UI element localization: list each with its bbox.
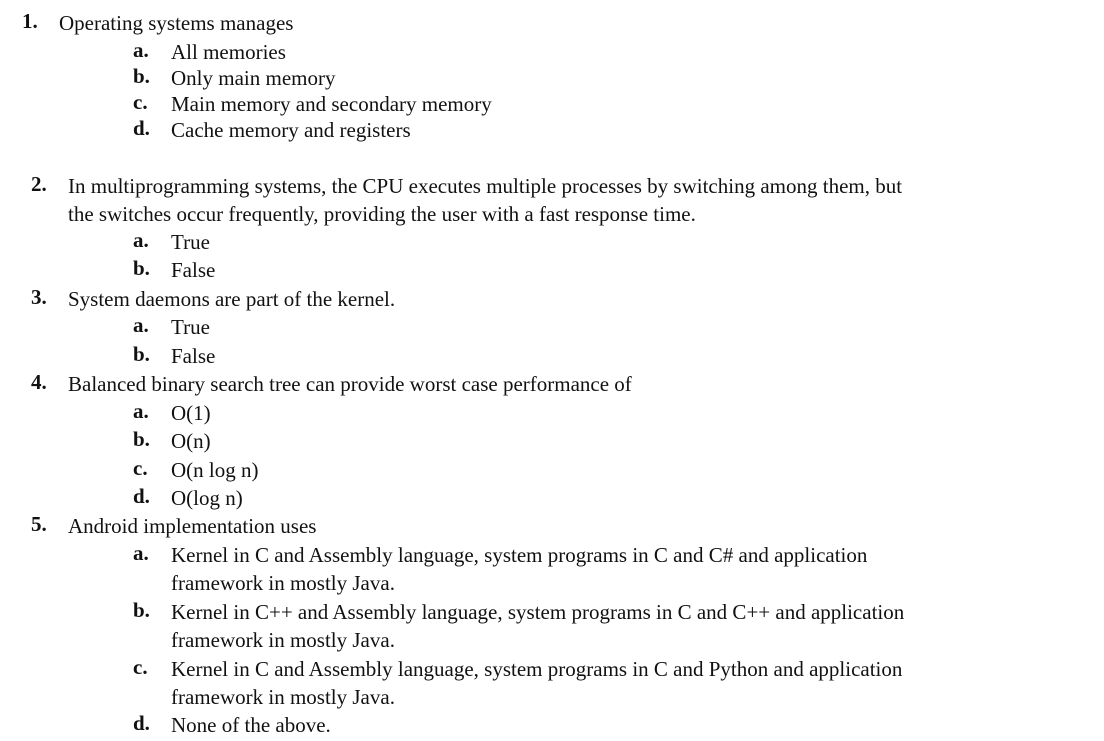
option-text: None of the above.	[171, 713, 331, 737]
option-text: Main memory and secondary memory	[171, 92, 492, 116]
option-text: False	[171, 344, 216, 368]
option-label: c.	[133, 655, 148, 679]
option-label: a.	[133, 38, 149, 62]
option-label: c.	[133, 456, 148, 480]
option-text: All memories	[171, 40, 286, 64]
question-number: 2.	[31, 172, 47, 196]
option-text: O(n log n)	[171, 458, 259, 482]
option-text-line: framework in mostly Java.	[171, 628, 395, 652]
option-label: a.	[133, 399, 149, 423]
option-text-line: framework in mostly Java.	[171, 685, 395, 709]
question-text: Android implementation uses	[68, 514, 317, 538]
option-label: b.	[133, 427, 150, 451]
option-text: O(log n)	[171, 486, 243, 510]
option-label: b.	[133, 64, 150, 88]
option-text: O(n)	[171, 429, 211, 453]
option-label: d.	[133, 116, 150, 140]
question-text: Operating systems manages	[59, 11, 294, 35]
option-text: False	[171, 258, 216, 282]
question-number: 1.	[22, 9, 38, 33]
option-label: a.	[133, 228, 149, 252]
option-text: O(1)	[171, 401, 211, 425]
option-text: True	[171, 230, 210, 254]
option-text-line: Kernel in C++ and Assembly language, system programs in C and C++ and application	[171, 600, 905, 624]
question-number: 4.	[31, 370, 47, 394]
option-text-line: Kernel in C and Assembly language, system programs in C and Python and application	[171, 657, 903, 681]
option-text: Cache memory and registers	[171, 118, 411, 142]
question-number: 5.	[31, 512, 47, 536]
question-text-line: In multiprogramming systems, the CPU executes multiple processes by switching among them, but	[68, 174, 903, 198]
option-label: c.	[133, 90, 148, 114]
option-label: a.	[133, 541, 149, 565]
question-text-line: the switches occur frequently, providing the user with a fast response time.	[68, 202, 696, 226]
option-text: Only main memory	[171, 66, 336, 90]
option-label: d.	[133, 484, 150, 508]
question-number: 3.	[31, 285, 47, 309]
option-label: b.	[133, 256, 150, 280]
question-text: Balanced binary search tree can provide worst case performance of	[68, 372, 632, 396]
option-label: b.	[133, 598, 150, 622]
option-text-line: framework in mostly Java.	[171, 571, 395, 595]
option-text-line: Kernel in C and Assembly language, system programs in C and C# and application	[171, 543, 868, 567]
option-label: a.	[133, 313, 149, 337]
option-label: b.	[133, 342, 150, 366]
question-text: System daemons are part of the kernel.	[68, 287, 396, 311]
option-text: True	[171, 315, 210, 339]
option-label: d.	[133, 711, 150, 735]
